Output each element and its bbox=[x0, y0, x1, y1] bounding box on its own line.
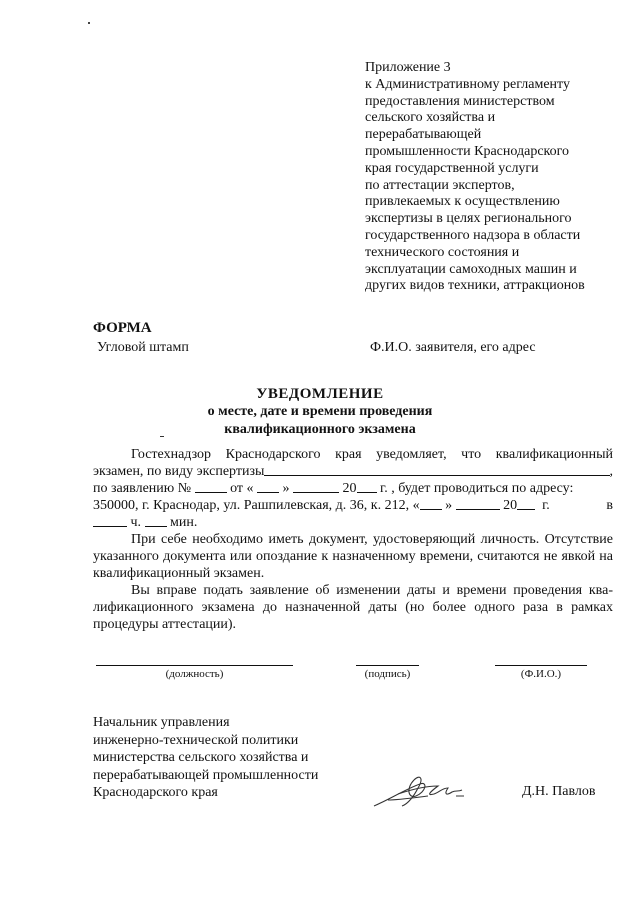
annex-line: других видов техники, аттракционов bbox=[365, 278, 585, 294]
footer-line: перерабатывающей промышленности bbox=[93, 767, 319, 783]
position-caption: (должность) bbox=[165, 668, 224, 680]
annex-line: к Административному регламенту bbox=[365, 76, 570, 92]
exam-month-field bbox=[456, 497, 500, 510]
handwritten-signature bbox=[368, 770, 468, 812]
fio-caption: (Ф.И.О.) bbox=[520, 668, 562, 680]
annex-line: технического состояния и bbox=[365, 244, 520, 260]
signatory-name: Д.Н. Павлов bbox=[522, 784, 596, 799]
annex-line: промышленности Краснодарского bbox=[365, 143, 570, 159]
notice-line-4: 350000, г. Краснодар, ул. Рашпилевская, д. 36, к. 212, « » 20 г. в bbox=[93, 498, 613, 513]
notice-line-1: Гостехнадзор Краснодарского края уведомляет, что квалификационный bbox=[131, 447, 613, 462]
annex-line: сельского хозяйства и bbox=[365, 110, 496, 126]
footer-line: инженерно-технической политики bbox=[93, 732, 299, 748]
exam-hour-field bbox=[93, 514, 127, 527]
signature-caption: (подпись) bbox=[364, 668, 411, 680]
annex-line: Приложение 3 bbox=[365, 60, 451, 75]
annex-line: эксплуатации самоходных машин и bbox=[365, 261, 577, 277]
application-year-field bbox=[357, 480, 377, 493]
application-day-field bbox=[257, 480, 279, 493]
notice-line-3: по заявлению № от « » 20 г. , будет проводиться по адресу: bbox=[93, 481, 574, 496]
scan-speck bbox=[88, 22, 90, 24]
title-main: УВЕДОМЛЕНИЕ bbox=[256, 386, 384, 402]
exam-minute-field bbox=[145, 514, 167, 527]
annex-line: предоставления министерством bbox=[365, 93, 555, 109]
notice-paragraph-2: При себе необходимо иметь документ, удостоверяющий личность. Отсутствие указанного документа или опоздание к назначенному времени, считаются не явкой на квалификационный экзамен. bbox=[93, 532, 613, 581]
application-month-field bbox=[293, 480, 339, 493]
corner-stamp-label: Угловой штамп bbox=[97, 340, 189, 355]
expertise-type-field bbox=[264, 463, 609, 476]
form-label: ФОРМА bbox=[93, 320, 152, 336]
annex-header bbox=[365, 60, 630, 295]
position-signature-line bbox=[96, 665, 293, 666]
annex-line: привлекаемых к осуществлению bbox=[365, 194, 560, 210]
notice-body bbox=[93, 446, 613, 633]
annex-line: по аттестации экспертов, bbox=[365, 177, 515, 193]
title-sub-1: о месте, дате и времени проведения bbox=[207, 404, 433, 419]
footer-line: министерства сельского хозяйства и bbox=[93, 750, 309, 765]
title-sub-2: квалификационного экзамена bbox=[224, 422, 416, 437]
signature-line bbox=[356, 665, 419, 666]
applicant-fio-label: Ф.И.О. заявителя, его адрес bbox=[370, 340, 536, 355]
notice-line-2: экзамен, по виду экспертизы , bbox=[93, 464, 613, 479]
annex-line: государственного надзора в области bbox=[365, 227, 581, 243]
notice-paragraph-3: Вы вправе подать заявление об изменении даты и времени проведения квалификационного экзамена до назначенной даты (но более одного раза в рамках процедуры аттестации). bbox=[93, 583, 613, 632]
notice-line-5: ч. мин. bbox=[93, 514, 613, 531]
scan-mark bbox=[160, 436, 164, 437]
document-title bbox=[0, 385, 640, 439]
fio-signature-line bbox=[495, 665, 587, 666]
footer-line: Краснодарского края bbox=[93, 785, 218, 800]
footer-signatory bbox=[93, 714, 318, 802]
application-number-field bbox=[195, 480, 227, 493]
footer-line: Начальник управления bbox=[93, 715, 230, 730]
annex-line: экспертизы в целях регионального bbox=[365, 211, 572, 227]
annex-line: края государственной услуги bbox=[365, 160, 539, 176]
annex-line: перерабатывающей bbox=[365, 127, 482, 143]
exam-year-field bbox=[517, 497, 535, 510]
exam-day-field bbox=[420, 497, 442, 510]
